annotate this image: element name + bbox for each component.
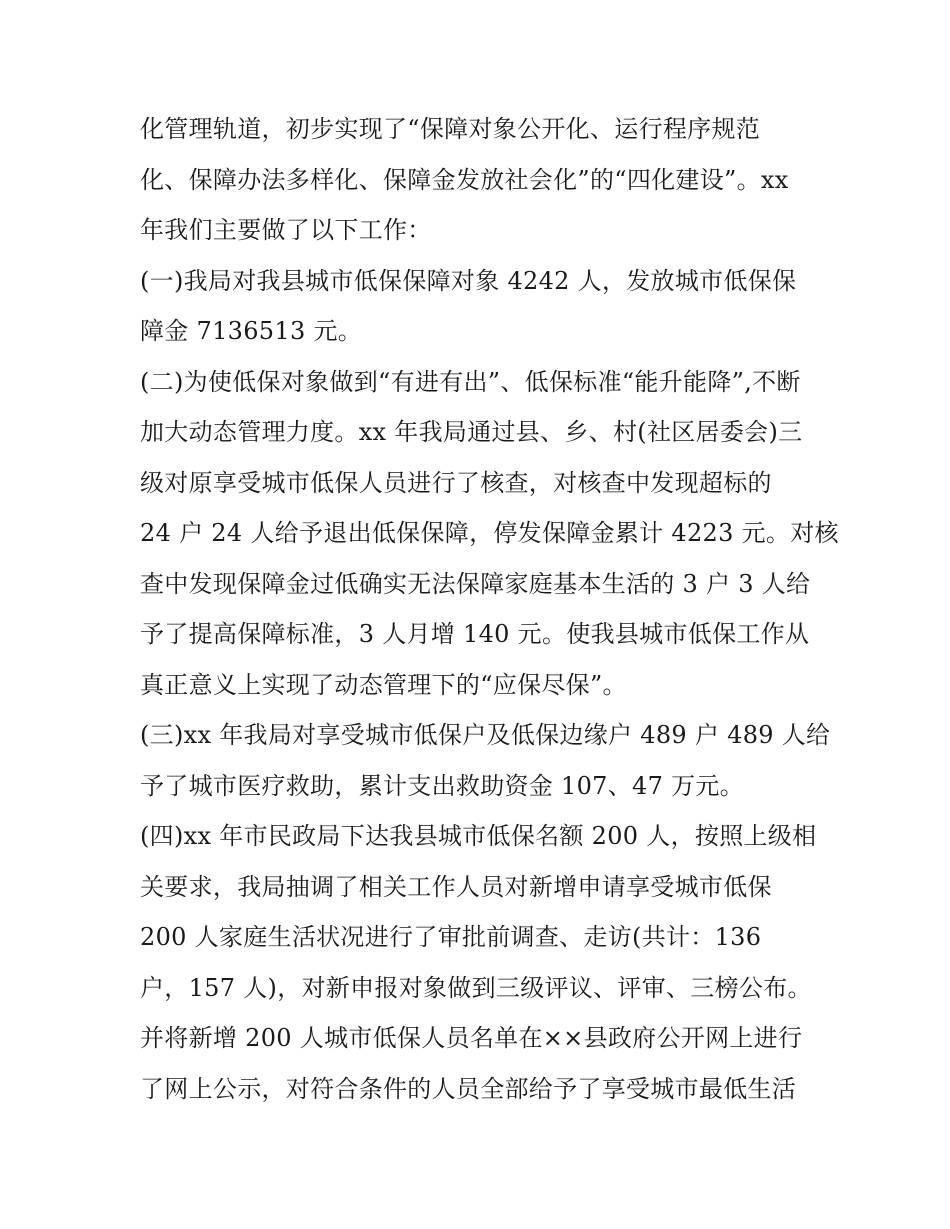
text-line: 予了城市医疗救助，累计支出救助资金 107、47 万元。 [140, 771, 745, 800]
text-line: 障金 7136513 元。 [140, 317, 363, 345]
text-line: (三)xx 年我局对享受城市低保户及低保边缘户 489 户 489 人给 [140, 721, 831, 749]
text-line: 24 户 24 人给予退出低保保障，停发保障金累计 4223 元。对核 [140, 519, 839, 547]
text-line: (四)xx 年市民政局下达我县城市低保名额 200 人，按照上级相 [140, 822, 817, 850]
text-line: 户，157 人)，对新申报对象做到三级评议、评审、三榜公布。 [140, 973, 812, 1002]
text-line: 真正意义上实现了动态管理下的“应保尽保”。 [140, 670, 627, 699]
text-line: (二)为使低保对象做到“有进有出”、低保标准“能升能降”,不断 [140, 367, 801, 396]
text-line: 化管理轨道，初步实现了“保障对象公开化、运行程序规范 [140, 115, 761, 143]
text-line: 了网上公示，对符合条件的人员全部给予了享受城市最低生活 [140, 1074, 797, 1103]
text-line: 级对原享受城市低保人员进行了核查，对核查中发现超标的 [140, 468, 772, 497]
text-line: 化、保障办法多样化、保障金发放社会化”的“四化建设”。xx [140, 165, 789, 194]
text-line: 关要求，我局抽调了相关工作人员对新增申请享受城市低保 [140, 872, 772, 901]
text-line: 并将新增 200 人城市低保人员名单在××县政府公开网上进行 [140, 1024, 803, 1052]
document-body [140, 104, 839, 1114]
text-line: 年我们主要做了以下工作： [140, 216, 432, 244]
text-line: 加大动态管理力度。xx 年我局通过县、乡、村(社区居委会)三 [140, 418, 803, 446]
text-line: 予了提高保障标准，3 人月增 140 元。使我县城市低保工作从 [140, 620, 810, 648]
text-line: 查中发现保障金过低确实无法保障家庭基本生活的 3 户 3 人给 [140, 569, 811, 598]
text-line: 200 人家庭生活状况进行了审批前调查、走访(共计：136 [140, 923, 762, 951]
text-line: (一)我局对我县城市低保保障对象 4242 人，发放城市低保保 [140, 266, 797, 295]
